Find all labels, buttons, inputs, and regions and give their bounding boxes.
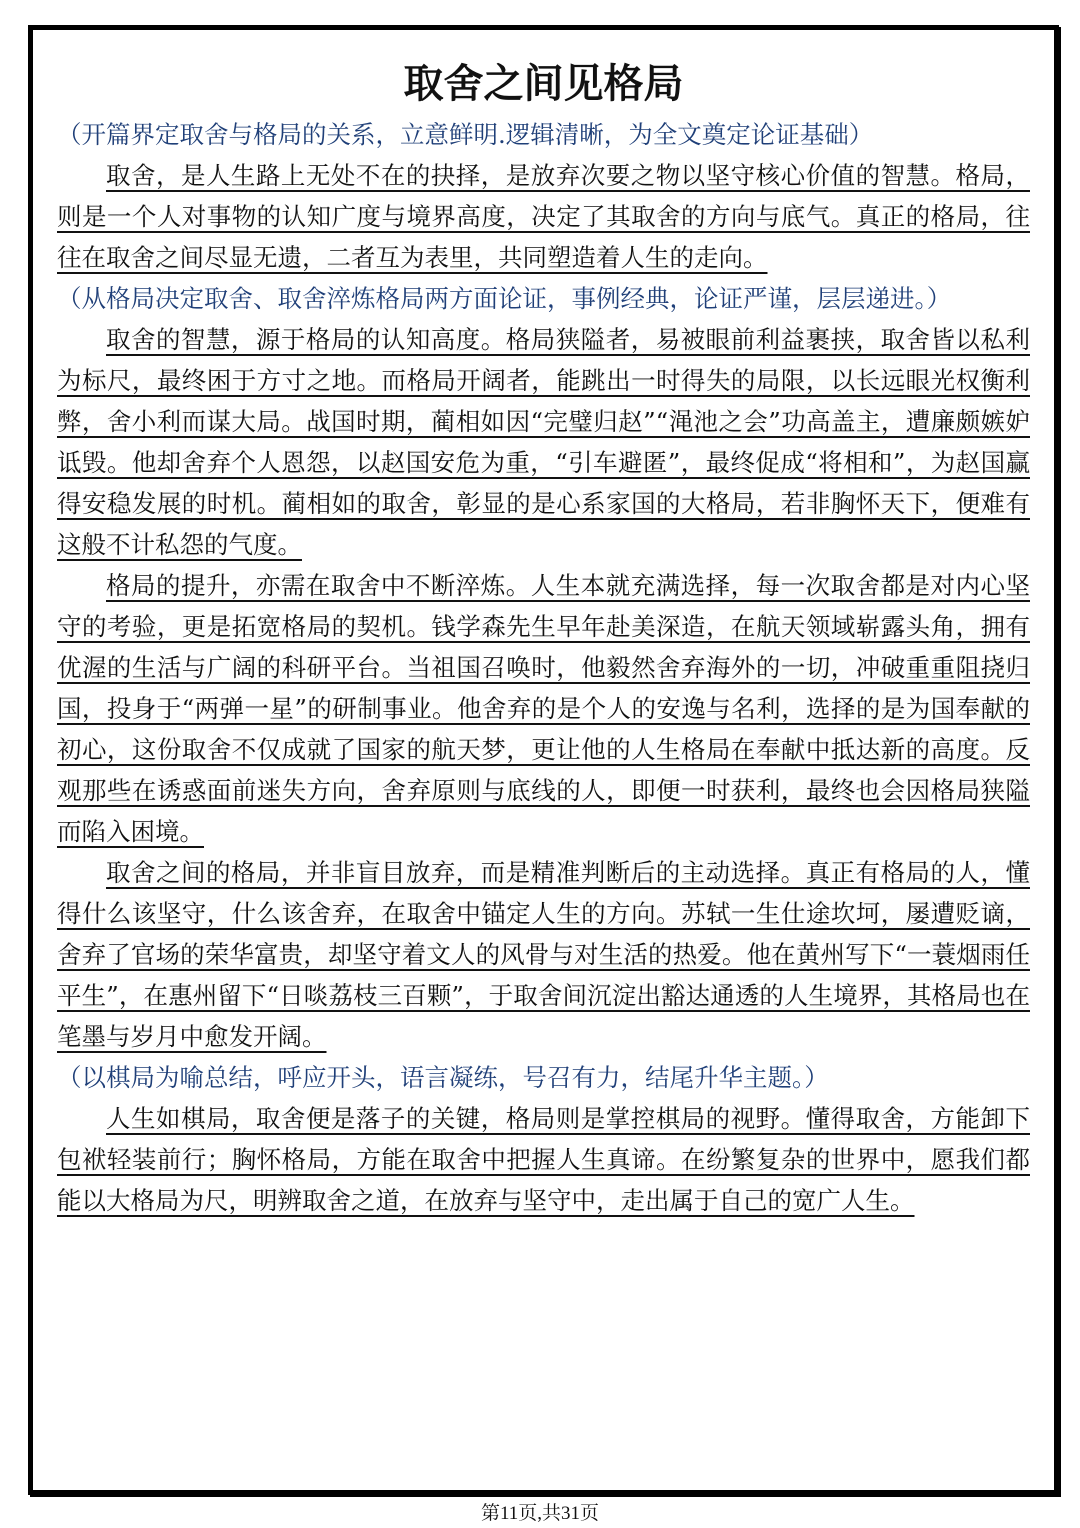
annotation-comment: （从格局决定取舍、取舍淬炼格局两方面论证，事例经典，论证严谨，层层递进。） — [57, 284, 952, 313]
body-paragraph — [57, 852, 1030, 1057]
document-body — [57, 56, 1030, 1221]
annotation-comment: （以棋局为喻总结，呼应开头，语言凝练，号召有力，结尾升华主题。） — [57, 1063, 829, 1092]
document-title: 取舍之间见格局 — [403, 61, 684, 107]
body-paragraph — [57, 565, 1030, 852]
paragraph-text: 取舍，是人生路上无处不在的抉择，是放弃次要之物以坚守核心价值的智慧。格局，则是一个人对事物的认知广度与境界高度，决定了其取舍的方向与底气。真正的格局，往往在取舍之间尽显无遗，二者互为表里，共同塑造着人生的走向。 — [57, 161, 1030, 272]
paragraph-text: 格局的提升，亦需在取舍中不断淬炼。人生本就充满选择，每一次取舍都是对内心坚守的考验，更是拓宽格局的契机。钱学森先生早年赴美深造，在航天领域崭露头角，拥有优渥的生活与广阔的科研平台。当祖国召唤时，他毅然舍弃海外的一切，冲破重重阻挠归国，投身于“两弹一星”的研制事业。他舍弃的是个人的安逸与名利，选择的是为国奉献的初心，这份取舍不仅成就了国家的航天梦，更让他的人生格局在奉献中抵达新的高度。反观那些在诱惑面前迷失方向，舍弃原则与底线的人，即便一时获利，最终也会因格局狭隘而陷入困境。 — [57, 571, 1030, 846]
paragraph-text: 人生如棋局，取舍便是落子的关键，格局则是掌控棋局的视野。懂得取舍，方能卸下包袱轻装前行；胸怀格局，方能在取舍中把握人生真谛。在纷繁复杂的世界中，愿我们都能以大格局为尺，明辨取舍之道，在放弃与坚守中，走出属于自己的宽广人生。 — [57, 1104, 1030, 1215]
paragraph-text: 取舍的智慧，源于格局的认知高度。格局狭隘者，易被眼前利益裹挟，取舍皆以私利为标尺，最终困于方寸之地。而格局开阔者，能跳出一时得失的局限，以长远眼光权衡利弊，舍小利而谋大局。战国时期，蔺相如因“完璧归赵”“渑池之会”功高盖主，遭廉颇嫉妒诋毁。他却舍弃个人恩怨，以赵国安危为重，“引车避匿”，最终促成“将相和”，为赵国赢得安稳发展的时机。蔺相如的取舍，彰显的是心系家国的大格局，若非胸怀天下，便难有这般不计私怨的气度。 — [57, 325, 1030, 559]
page-frame — [28, 25, 1059, 1495]
page-number: 第11页,共31页 — [480, 1503, 600, 1524]
body-paragraph — [57, 1098, 1030, 1221]
body-paragraph — [57, 319, 1030, 565]
annotation-comment: （开篇界定取舍与格局的关系，立意鲜明.逻辑清晰，为全文奠定论证基础） — [57, 120, 874, 149]
body-paragraph — [57, 155, 1030, 278]
paragraph-text: 取舍之间的格局，并非盲目放弃，而是精准判断后的主动选择。真正有格局的人，懂得什么该坚守，什么该舍弃，在取舍中锚定人生的方向。苏轼一生仕途坎坷，屡遭贬谪，舍弃了官场的荣华富贵，却坚守着文人的风骨与对生活的热爱。他在黄州写下“一蓑烟雨任平生”，在惠州留下“日啖荔枝三百颗”，于取舍间沉淀出豁达通透的人生境界，其格局也在笔墨与岁月中愈发开阔。 — [57, 858, 1030, 1051]
